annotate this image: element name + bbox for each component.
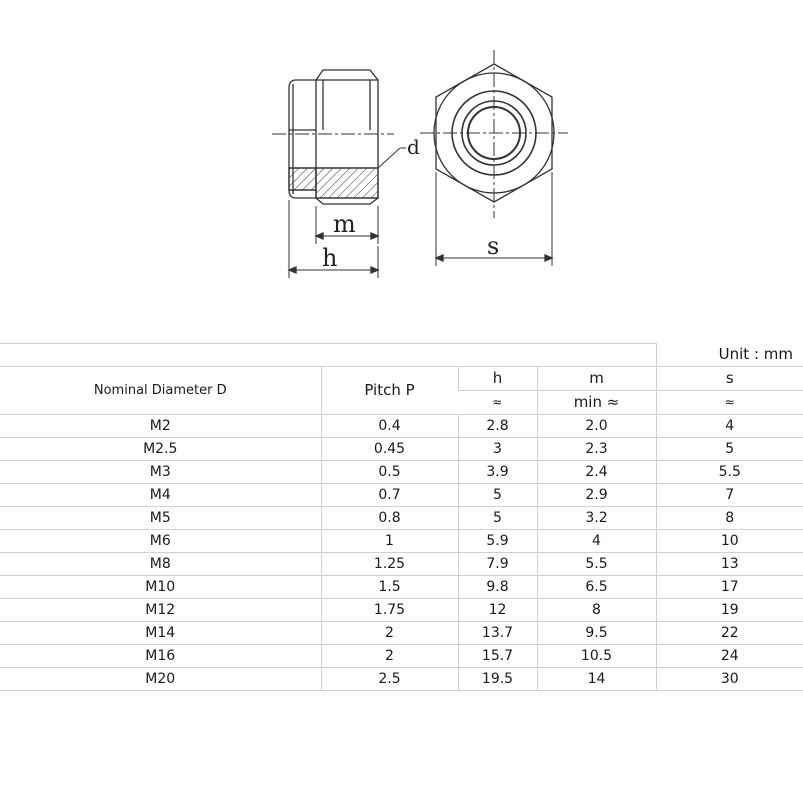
table-row xyxy=(0,530,803,553)
table-row xyxy=(0,507,803,530)
cell-m: 8 xyxy=(537,599,656,622)
cell-h: 19.5 xyxy=(458,668,537,691)
table-row xyxy=(0,668,803,691)
cell-nominal: M3 xyxy=(0,461,321,484)
header-h: h xyxy=(458,367,537,391)
table-row xyxy=(0,438,803,461)
table-row xyxy=(0,553,803,576)
unit-label: Unit : mm xyxy=(656,343,803,366)
cell-s: 19 xyxy=(656,599,803,622)
cell-h: 15.7 xyxy=(458,645,537,668)
cell-nominal: M12 xyxy=(0,599,321,622)
cell-nominal: M2.5 xyxy=(0,438,321,461)
cell-nominal: M2 xyxy=(0,415,321,438)
header-h-approx: ≈ xyxy=(458,391,537,415)
cell-nominal: M20 xyxy=(0,668,321,691)
cell-pitch: 2 xyxy=(321,645,458,668)
table-row xyxy=(0,645,803,668)
cell-h: 9.8 xyxy=(458,576,537,599)
cell-pitch: 1.5 xyxy=(321,576,458,599)
dimension-table xyxy=(0,366,803,691)
cell-h: 5.9 xyxy=(458,530,537,553)
cell-h: 5 xyxy=(458,507,537,530)
table-row xyxy=(0,461,803,484)
header-row xyxy=(0,367,803,391)
cell-m: 2.3 xyxy=(537,438,656,461)
cell-m: 6.5 xyxy=(537,576,656,599)
header-m-min: min ≈ xyxy=(537,391,656,415)
cell-s: 17 xyxy=(656,576,803,599)
cell-pitch: 0.45 xyxy=(321,438,458,461)
table-row xyxy=(0,484,803,507)
cell-pitch: 0.5 xyxy=(321,461,458,484)
cell-pitch: 2.5 xyxy=(321,668,458,691)
cell-m: 2.0 xyxy=(537,415,656,438)
cell-m: 9.5 xyxy=(537,622,656,645)
cell-nominal: M10 xyxy=(0,576,321,599)
cell-s: 10 xyxy=(656,530,803,553)
cell-s: 7 xyxy=(656,484,803,507)
cell-nominal: M8 xyxy=(0,553,321,576)
cell-m: 2.4 xyxy=(537,461,656,484)
header-nominal-diameter: Nominal Diameter D xyxy=(0,367,321,415)
cell-nominal: M14 xyxy=(0,622,321,645)
cell-m: 5.5 xyxy=(537,553,656,576)
label-d: d xyxy=(407,135,420,159)
cell-pitch: 1.75 xyxy=(321,599,458,622)
cell-h: 3.9 xyxy=(458,461,537,484)
cell-s: 30 xyxy=(656,668,803,691)
cell-nominal: M6 xyxy=(0,530,321,553)
table-body xyxy=(0,415,803,691)
table-row xyxy=(0,576,803,599)
cell-nominal: M4 xyxy=(0,484,321,507)
cell-m: 10.5 xyxy=(537,645,656,668)
header-pitch: Pitch P xyxy=(321,367,458,415)
table-row xyxy=(0,622,803,645)
cell-s: 22 xyxy=(656,622,803,645)
cell-s: 4 xyxy=(656,415,803,438)
label-m: m xyxy=(333,210,356,238)
table-top-divider xyxy=(0,343,656,344)
cell-pitch: 1 xyxy=(321,530,458,553)
cell-pitch: 0.4 xyxy=(321,415,458,438)
cell-h: 3 xyxy=(458,438,537,461)
table-row xyxy=(0,415,803,438)
cell-h: 2.8 xyxy=(458,415,537,438)
header-m: m xyxy=(537,367,656,391)
cell-h: 12 xyxy=(458,599,537,622)
label-h: h xyxy=(322,244,338,272)
cell-m: 2.9 xyxy=(537,484,656,507)
cell-s: 13 xyxy=(656,553,803,576)
cell-h: 13.7 xyxy=(458,622,537,645)
cell-pitch: 0.7 xyxy=(321,484,458,507)
cell-s: 8 xyxy=(656,507,803,530)
cell-s: 5.5 xyxy=(656,461,803,484)
cell-m: 4 xyxy=(537,530,656,553)
header-s: s xyxy=(656,367,803,391)
cell-s: 5 xyxy=(656,438,803,461)
cell-pitch: 1.25 xyxy=(321,553,458,576)
cell-pitch: 2 xyxy=(321,622,458,645)
cell-nominal: M5 xyxy=(0,507,321,530)
header-s-approx: ≈ xyxy=(656,391,803,415)
cell-m: 3.2 xyxy=(537,507,656,530)
cell-nominal: M16 xyxy=(0,645,321,668)
cell-m: 14 xyxy=(537,668,656,691)
cell-s: 24 xyxy=(656,645,803,668)
cell-h: 5 xyxy=(458,484,537,507)
side-view xyxy=(272,70,406,278)
table-row xyxy=(0,599,803,622)
cell-pitch: 0.8 xyxy=(321,507,458,530)
cell-h: 7.9 xyxy=(458,553,537,576)
label-s: s xyxy=(487,232,500,260)
nut-technical-drawing xyxy=(0,0,803,300)
